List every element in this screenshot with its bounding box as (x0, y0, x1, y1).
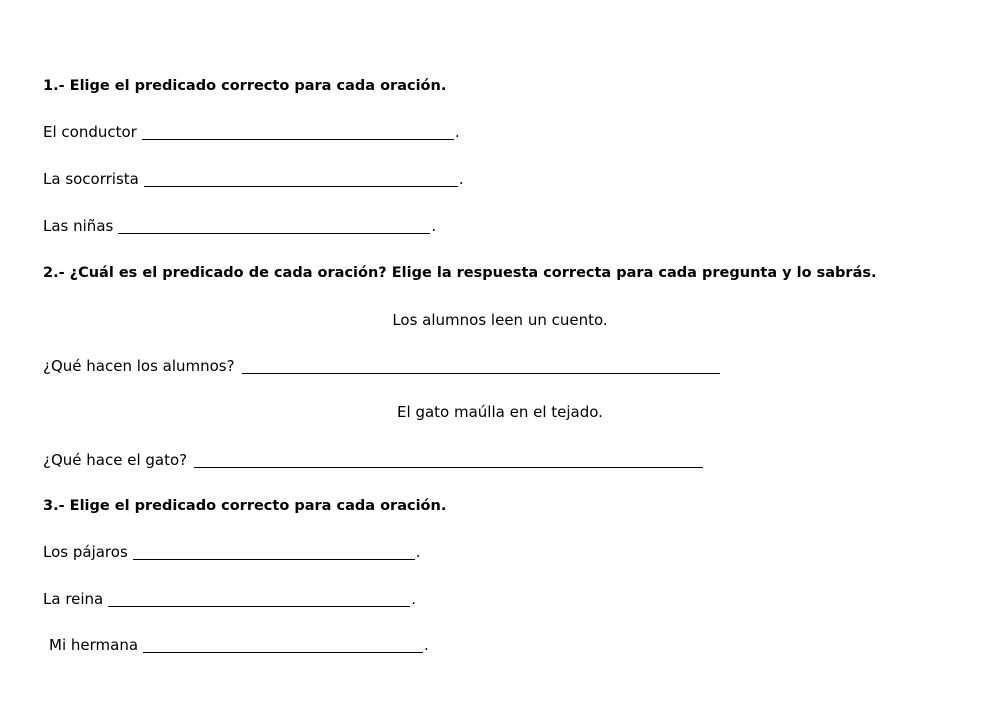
section-3-heading-text: 3.- Elige el predicado correcto para cada oración. (43, 498, 447, 514)
answer-blank[interactable] (108, 592, 410, 607)
sentence-period: . (458, 170, 464, 188)
answer-blank[interactable] (133, 545, 415, 560)
sentence-subject: Mi hermana (49, 636, 139, 654)
sentence-period: . (415, 543, 421, 561)
sentence-row-2 (43, 170, 464, 188)
example-sentence-text: El gato maúlla en el tejado. (397, 403, 603, 421)
question-row-1 (43, 357, 720, 375)
example-sentence-2 (0, 403, 1000, 421)
sentence-subject: La socorrista (43, 170, 139, 188)
answer-blank[interactable] (143, 638, 423, 653)
sentence-row-1 (43, 123, 460, 141)
section-3-heading (43, 497, 446, 515)
example-sentence-text: Los alumnos leen un cuento. (392, 311, 608, 329)
section-1-heading-text: 1.- Elige el predicado correcto para cada oración. (43, 78, 447, 94)
answer-blank[interactable] (242, 359, 720, 374)
sentence-period: . (424, 636, 429, 654)
sentence-row-5 (43, 590, 416, 608)
example-sentence-1 (0, 311, 1000, 329)
question-text: ¿Qué hacen los alumnos? (43, 357, 235, 375)
sentence-subject: Los pájaros (43, 543, 128, 561)
section-2-heading (43, 264, 877, 282)
sentence-subject: Las niñas (43, 217, 114, 235)
answer-blank[interactable] (142, 125, 454, 140)
sentence-row-3 (43, 217, 436, 235)
sentence-row-6 (49, 636, 429, 654)
answer-blank[interactable] (194, 453, 703, 468)
sentence-period: . (454, 123, 460, 141)
sentence-period: . (411, 590, 417, 608)
sentence-subject: El conductor (43, 123, 137, 141)
section-2-heading-text: 2.- ¿Cuál es el predicado de cada oración? Elige la respuesta correcta para cada pregunta y lo sabrás. (43, 265, 877, 281)
sentence-period: . (431, 217, 437, 235)
question-row-2 (43, 451, 703, 469)
section-1-heading (43, 77, 446, 95)
question-text: ¿Qué hace el gato? (43, 451, 188, 469)
sentence-row-4 (43, 543, 421, 561)
sentence-subject: La reina (43, 590, 104, 608)
answer-blank[interactable] (144, 172, 458, 187)
answer-blank[interactable] (118, 219, 430, 234)
